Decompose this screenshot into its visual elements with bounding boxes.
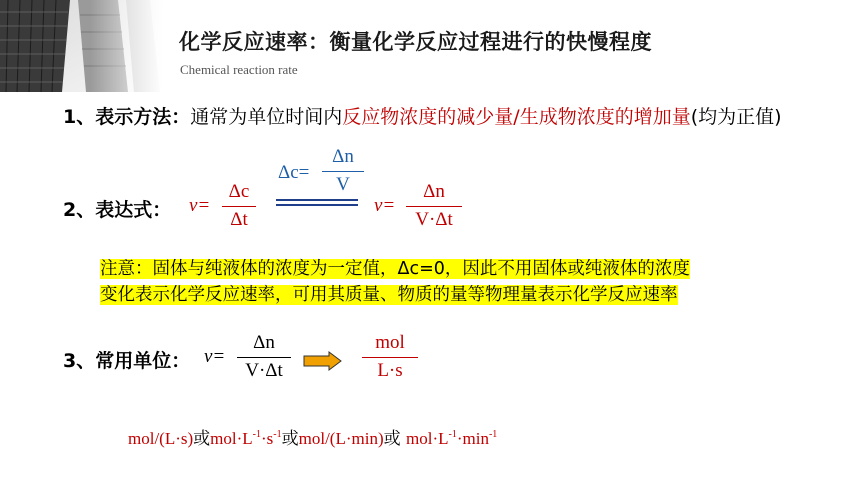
fraction-unit-formula-denominator: V·Δt <box>245 360 283 381</box>
item-1-text-b: (均为正值) <box>690 106 782 128</box>
right-arrow-icon <box>303 351 343 375</box>
unit-4-exp-2: -1 <box>488 429 498 440</box>
fraction-dn-vdt-bar <box>406 206 462 207</box>
item-3-heading <box>63 346 190 373</box>
unit-2-exp-2: -1 <box>273 429 282 440</box>
fraction-dc-dt-denominator: Δt <box>230 209 248 230</box>
unit-2-base: mol·L <box>210 429 253 448</box>
fraction-dc-dt <box>222 181 256 231</box>
item-1-number: 1、 <box>63 106 96 128</box>
fraction-unit-result-denominator: L·s <box>377 360 403 381</box>
item-1-definition <box>63 104 833 130</box>
note-line-1: 注意：固体与纯液体的浓度为一定值，Δc=0，因此不用固体或纯液体的浓度 <box>100 259 690 279</box>
item-1-text-red-a: 反应物浓度的减少量 <box>342 106 514 128</box>
item-3-number: 3、 <box>63 350 96 372</box>
unit-4-mid: ·min <box>456 429 489 448</box>
unit-4 <box>406 429 497 448</box>
formula-v-1: v= <box>189 195 211 216</box>
fraction-dn-vdt <box>406 181 462 231</box>
fraction-unit-result-bar <box>362 357 418 358</box>
item-1-slash: / <box>513 106 520 128</box>
or-3: 或 <box>383 429 407 449</box>
fraction-dc-dt-numerator: Δc <box>228 181 250 202</box>
fraction-unit-result <box>362 332 418 382</box>
item-3-label: 常用单位： <box>95 350 191 372</box>
fraction-unit-formula-bar <box>237 357 291 358</box>
unit-3: mol/(L·min) <box>298 429 384 448</box>
formula-v-2: v= <box>374 195 396 216</box>
page-subtitle: Chemical reaction rate <box>180 62 298 77</box>
unit-variants <box>128 424 497 449</box>
unit-1: mol/(L·s) <box>128 429 194 448</box>
unit-2-mid: ·s <box>261 429 274 448</box>
unit-2-exp-1: -1 <box>252 429 261 440</box>
item-1-text-red-b: 生成物浓度的增加量 <box>519 106 691 128</box>
unit-4-base: mol·L <box>406 429 449 448</box>
item-2-label: 表达式： <box>95 199 172 221</box>
formula-dc-eq: Δc= <box>278 162 310 183</box>
fraction-dn-v <box>322 146 364 196</box>
or-1: 或 <box>193 429 211 449</box>
fraction-unit-formula <box>237 332 291 382</box>
fraction-dn-v-bar <box>322 171 364 172</box>
double-equal-sign <box>276 199 358 207</box>
formula-v-3: v= <box>204 346 226 367</box>
item-1-text-a: 通常为单位时间内 <box>190 106 343 128</box>
fraction-dn-vdt-numerator: Δn <box>423 181 445 202</box>
fraction-dn-vdt-denominator: V·Δt <box>415 209 453 230</box>
unit-4-exp-1: -1 <box>448 429 457 440</box>
note-highlight <box>100 256 690 308</box>
or-2: 或 <box>281 429 299 449</box>
fraction-unit-formula-numerator: Δn <box>253 332 275 353</box>
fraction-dn-v-denominator: V <box>336 174 350 195</box>
fraction-dc-dt-bar <box>222 206 256 207</box>
item-2-number: 2、 <box>63 199 96 221</box>
unit-2 <box>210 429 281 448</box>
note-line-2: 变化表示化学反应速率，可用其质量、物质的量等物理量表示化学反应速率 <box>100 285 678 305</box>
item-1-label: 表示方法： <box>95 106 191 128</box>
fraction-dn-v-numerator: Δn <box>332 146 354 167</box>
fraction-unit-result-numerator: mol <box>375 332 405 353</box>
header-building-photo <box>0 0 164 92</box>
page-title: 化学反应速率：衡量化学反应过程进行的快慢程度 <box>179 30 652 54</box>
item-2-heading <box>63 195 171 222</box>
